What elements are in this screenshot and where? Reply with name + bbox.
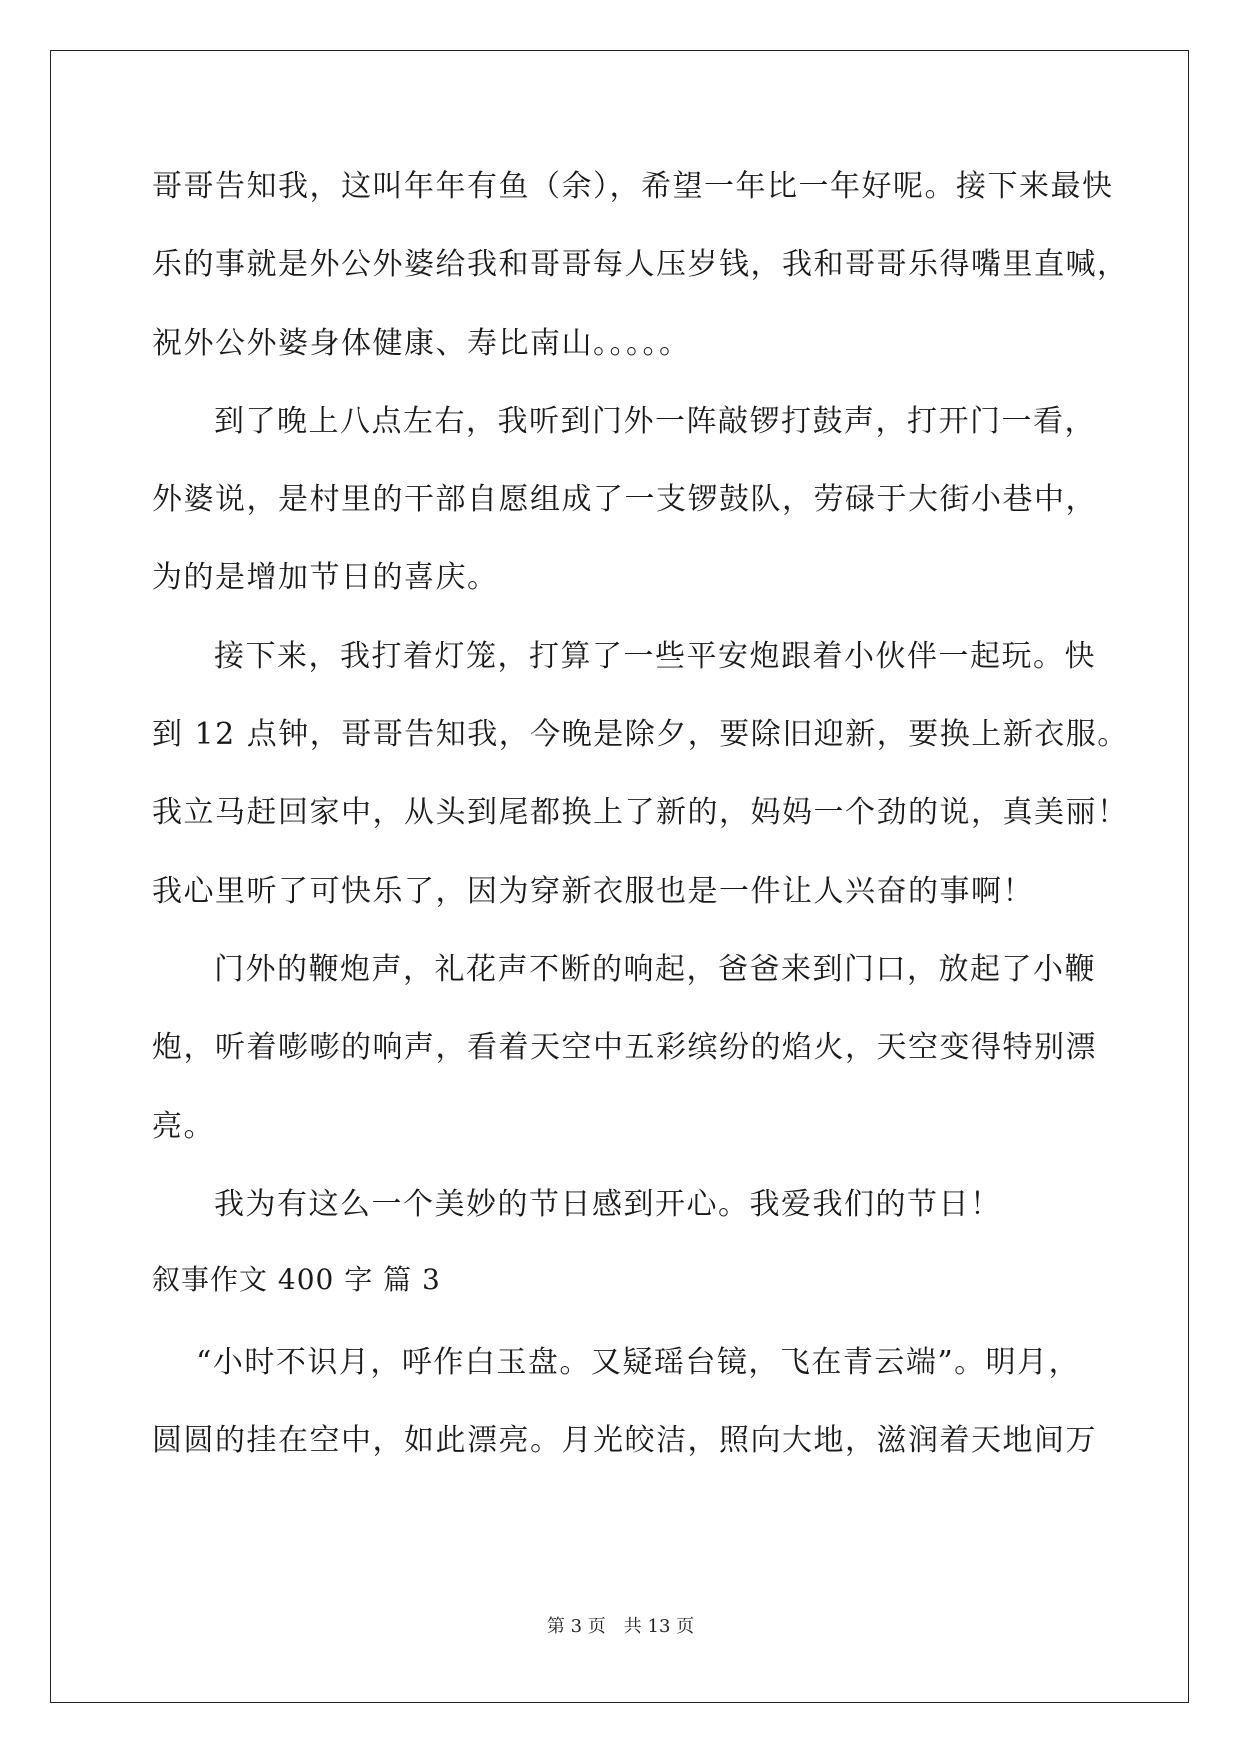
text-line: 外婆说，是村里的干部自愿组成了一支锣鼓队，劳碌于大街小巷中， xyxy=(152,482,1097,518)
text-line: 乐的事就是外公外婆给我和哥哥每人压岁钱，我和哥哥乐得嘴里直喊， xyxy=(152,247,1129,283)
paragraph-start-line: 我为有这么一个美妙的节日感到开心。我爱我们的节日！ xyxy=(214,1186,1002,1222)
text-line: 到 12 点钟，哥哥告知我，今晚是除夕，要除旧迎新，要换上新衣服。 xyxy=(152,717,1129,753)
paragraph-start-line: 到了晚上八点左右，我听到门外一阵敲锣打鼓声，打开门一看， xyxy=(214,403,1096,439)
text-line: 哥哥告知我，这叫年年有鱼（余），希望一年比一年好呢。接下来最快 xyxy=(152,169,1114,204)
page-number-total: 共 13 页 xyxy=(623,1616,695,1637)
paragraph-start-line: 接下来，我打着灯笼，打算了一些平安炮跟着小伙伴一起玩。快 xyxy=(214,638,1096,674)
text-line: 我立马赶回家中，从头到尾都换上了新的，妈妈一个劲的说，真美丽！ xyxy=(152,795,1129,831)
text-line: 亮。 xyxy=(152,1108,215,1144)
paragraph-start-line: 门外的鞭炮声，礼花声不断的响起，爸爸来到门口，放起了小鞭 xyxy=(214,951,1096,987)
text-line: 我心里听了可快乐了，因为穿新衣服也是一件让人兴奋的事啊！ xyxy=(152,873,1034,909)
paragraph-start-line: “小时不识月，呼作白玉盘。又疑瑶台镜，飞在青云端”。明月， xyxy=(196,1345,1081,1381)
section-heading: 叙事作文 400 字 篇 3 xyxy=(152,1263,441,1297)
page-number-current: 第 3 页 xyxy=(546,1616,606,1637)
text-line: 为的是增加节日的喜庆。 xyxy=(152,560,499,596)
document-body xyxy=(152,159,1129,1492)
text-line: 炮，听着嘭嘭的响声，看着天空中五彩缤纷的焰火，天空变得特别漂 xyxy=(152,1030,1097,1066)
text-line: 圆圆的挂在空中，如此漂亮。月光皎洁，照向大地，滋润着天地间万 xyxy=(152,1423,1097,1459)
page-footer xyxy=(0,1612,1241,1638)
text-line: 祝外公外婆身体健康、寿比南山。。。。。 xyxy=(152,325,691,361)
